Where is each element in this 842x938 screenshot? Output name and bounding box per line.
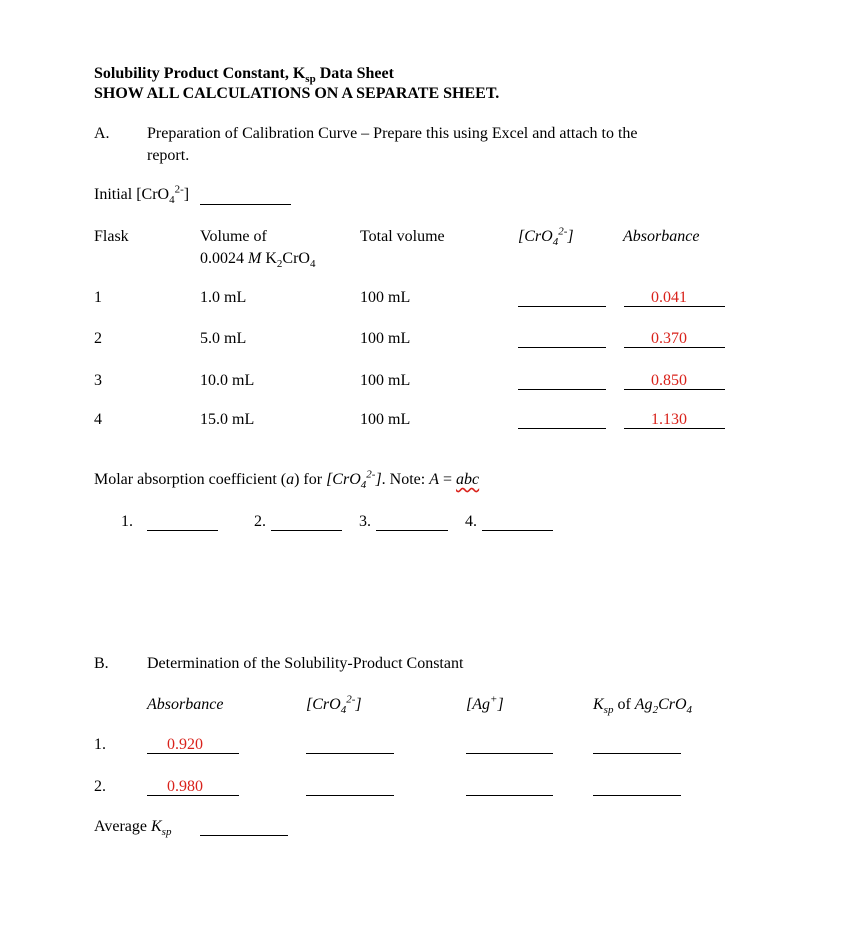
header-total-volume: Total volume — [360, 228, 445, 245]
average-ksp-label: Average $K_{sp}$ — [94, 818, 172, 839]
coefficient-label-1: 1. — [121, 513, 133, 530]
section-a-text-line1: Preparation of Calibration Curve – Prepare this using Excel and attach to the — [147, 125, 638, 142]
absorbance-value: 0.850 — [651, 372, 687, 389]
absorbance-value: 0.370 — [651, 330, 687, 347]
header-b-absorbance: Absorbance — [147, 696, 224, 713]
silver-blank[interactable] — [466, 795, 553, 796]
coefficient-blank-3[interactable] — [376, 530, 448, 531]
header-chromate-concentration: [CrO$_4^{2-}$] — [518, 225, 574, 249]
initial-concentration-blank[interactable] — [200, 204, 291, 205]
volume-value: 10.0 mL — [200, 372, 255, 389]
ksp-blank[interactable] — [593, 753, 681, 754]
chromate-blank[interactable] — [306, 753, 394, 754]
coefficient-label-2: 2. — [254, 513, 266, 530]
volume-value: 15.0 mL — [200, 411, 255, 428]
section-a-text-line2: report. — [147, 147, 190, 164]
page-title: Solubility Product Constant, $K_{sp}$ Data Sheet — [94, 65, 394, 86]
chromate-blank[interactable] — [518, 347, 606, 348]
total-volume-value: 100 mL — [360, 372, 411, 389]
coefficient-blank-1[interactable] — [147, 530, 218, 531]
chromate-blank[interactable] — [518, 306, 606, 307]
absorbance-value: 1.130 — [651, 411, 687, 428]
header-volume-line1: Volume of — [200, 228, 267, 245]
header-b-ksp: $K_{sp}$ of $Ag_2CrO_4$ — [593, 696, 693, 717]
absorbance-value: 0.041 — [651, 289, 687, 306]
row-label: 1. — [94, 736, 106, 753]
header-flask: Flask — [94, 228, 129, 245]
header-absorbance: Absorbance — [623, 228, 700, 245]
initial-concentration-label: Initial [CrO$_4^{2-}$] — [94, 183, 190, 207]
total-volume-value: 100 mL — [360, 289, 411, 306]
coefficient-blank-4[interactable] — [482, 530, 553, 531]
volume-value: 1.0 mL — [200, 289, 247, 306]
volume-value: 5.0 mL — [200, 330, 247, 347]
flask-number: 3 — [94, 372, 102, 389]
absorbance-value: 0.920 — [167, 736, 203, 753]
flask-number: 1 — [94, 289, 102, 306]
chromate-blank[interactable] — [306, 795, 394, 796]
header-b-silver-concentration: [Ag+] — [466, 693, 504, 713]
absorbance-value: 0.980 — [167, 778, 203, 795]
page-subtitle: SHOW ALL CALCULATIONS ON A SEPARATE SHEET. — [94, 85, 500, 102]
section-b-letter: B. — [94, 655, 109, 672]
total-volume-value: 100 mL — [360, 330, 411, 347]
section-b-title: Determination of the Solubility-Product Constant — [147, 655, 464, 672]
flask-number: 4 — [94, 411, 102, 428]
coefficient-label-3: 3. — [359, 513, 371, 530]
flask-number: 2 — [94, 330, 102, 347]
coefficient-label-4: 4. — [465, 513, 477, 530]
silver-blank[interactable] — [466, 753, 553, 754]
row-label: 2. — [94, 778, 106, 795]
section-a-letter: A. — [94, 125, 110, 142]
ksp-blank[interactable] — [593, 795, 681, 796]
total-volume-value: 100 mL — [360, 411, 411, 428]
chromate-blank[interactable] — [518, 389, 606, 390]
header-b-chromate-concentration: [CrO$_4^{2-}$] — [306, 693, 362, 717]
molar-coefficient-label: Molar absorption coefficient (a) for [CrO$_4^{2-}$]. Note: A = abc — [94, 468, 480, 492]
header-volume-line2: 0.0024 M $K_2CrO_4$ — [200, 250, 316, 271]
coefficient-blank-2[interactable] — [271, 530, 342, 531]
average-ksp-blank[interactable] — [200, 835, 288, 836]
chromate-blank[interactable] — [518, 428, 606, 429]
